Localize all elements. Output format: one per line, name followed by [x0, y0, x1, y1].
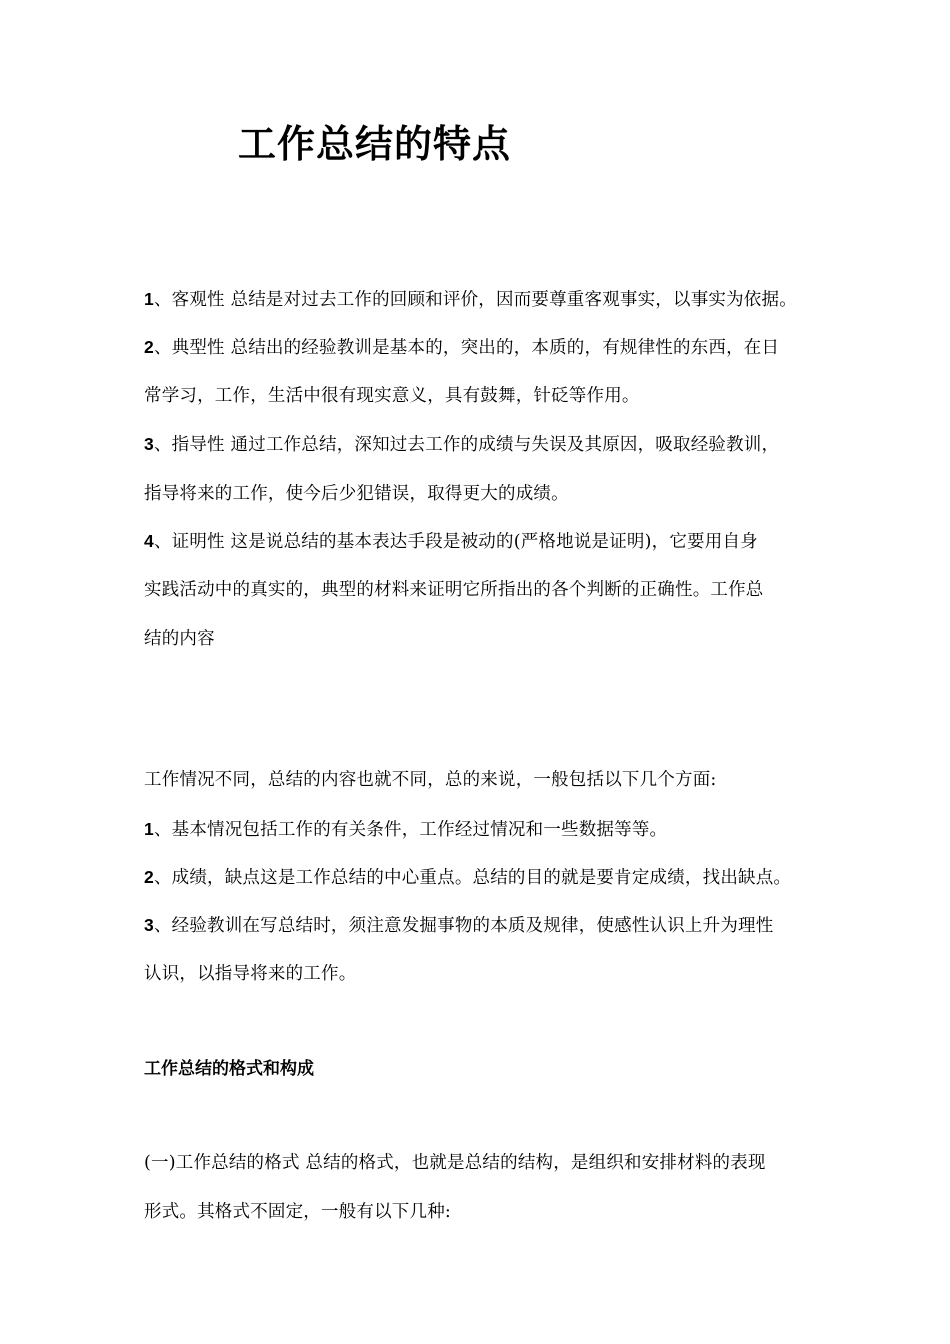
content-item-3: [144, 912, 773, 939]
document-title: 工作总结的特点: [238, 121, 512, 166]
characteristic-item-1: [144, 286, 797, 313]
characteristic-item-3: [144, 431, 779, 458]
item-number: 3: [144, 434, 154, 454]
characteristic-item-4-continued-2: 结的内容: [144, 629, 215, 649]
characteristic-item-4: [144, 528, 758, 555]
characteristic-item-4-continued: 实践活动中的真实的，典型的材料来证明它所指出的各个判断的正确性。工作总: [144, 580, 764, 600]
format-paragraph-line-2: 形式。其格式不固定，一般有以下几种:: [144, 1202, 451, 1222]
item-number: 1: [144, 289, 154, 309]
item-number: 2: [144, 867, 154, 887]
item-number: 2: [144, 337, 154, 357]
characteristic-item-3-continued: 指导将来的工作，使今后少犯错误，取得更大的成绩。: [144, 484, 569, 504]
format-paragraph-line-1: (一)工作总结的格式 总结的格式，也就是总结的结构，是组织和安排材料的表现: [144, 1153, 766, 1173]
section-heading-format: 工作总结的格式和构成: [144, 1059, 314, 1079]
item-text: 、经验教训在写总结时，须注意发掘事物的本质及规律，使感性认识上升为理性: [153, 916, 774, 936]
item-text: 、指导性 通过工作总结，深知过去工作的成绩与失误及其原因，吸取经验教训，: [153, 435, 780, 455]
characteristic-item-2-continued: 常学习，工作，生活中很有现实意义，具有鼓舞，针砭等作用。: [144, 386, 640, 406]
content-intro: 工作情况不同，总结的内容也就不同，总的来说，一般包括以下几个方面:: [144, 770, 717, 790]
item-text: 、成绩，缺点这是工作总结的中心重点。总结的目的就是要肯定成绩，找出缺点。: [153, 868, 792, 888]
content-item-1: [144, 816, 667, 843]
item-text: 、基本情况包括工作的有关条件，工作经过情况和一些数据等等。: [153, 820, 668, 840]
item-text: 、客观性 总结是对过去工作的回顾和评价，因而要尊重客观事实，以事实为依据。: [153, 290, 797, 310]
item-number: 3: [144, 915, 154, 935]
item-text: 、证明性 这是说总结的基本表达手段是被动的(严格地说是证明)，它要用自身: [153, 532, 758, 552]
item-number: 4: [144, 531, 154, 551]
content-item-3-continued: 认识，以指导将来的工作。: [144, 964, 357, 984]
item-number: 1: [144, 819, 154, 839]
characteristic-item-2: [144, 334, 779, 361]
item-text: 、典型性 总结出的经验教训是基本的，突出的，本质的，有规律性的东西，在日: [153, 338, 780, 358]
content-item-2: [144, 864, 791, 891]
